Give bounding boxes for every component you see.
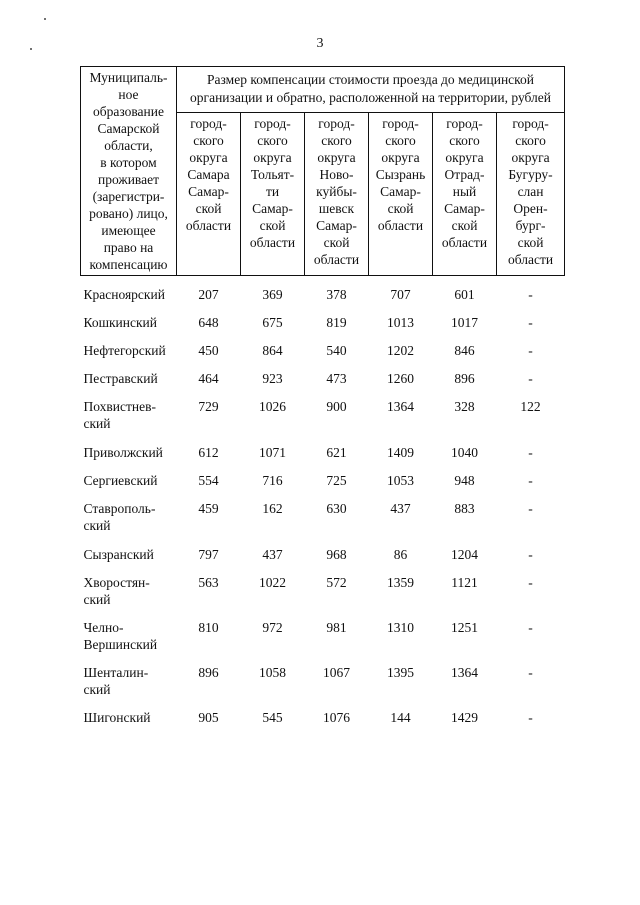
cell-value: 846 <box>454 343 475 358</box>
column-header-syzran: город- ского округа Сызрань Самар- ской области <box>369 113 433 276</box>
cell-value: 1359 <box>387 575 414 590</box>
cell-value: 716 <box>262 473 283 488</box>
cell-value: 883 <box>454 501 475 516</box>
region-name: Кошкинский <box>83 315 157 330</box>
table-row <box>81 574 565 608</box>
page-number: 3 <box>316 36 324 51</box>
table-header <box>81 67 565 276</box>
table-row <box>81 286 565 303</box>
row-spacer <box>81 698 565 709</box>
row-spacer <box>81 461 565 472</box>
cell-value: 437 <box>262 547 283 562</box>
cell-value: 1071 <box>259 445 286 460</box>
table-row <box>81 500 565 534</box>
column-header-buguruslan: город- ского округа Бугуру- слан Орен- бург- ской области <box>497 113 565 276</box>
cell-value: 981 <box>326 620 347 635</box>
compensation-table <box>80 66 565 726</box>
municipality-column-header: Муниципаль- ное образование Самарской области, в котором проживает (зарегистри- ровано) лицо, имеющее право на компенсацию <box>81 67 177 276</box>
cell-value: - <box>528 620 533 635</box>
cell-value: 1409 <box>387 445 414 460</box>
cell-value: 896 <box>198 665 219 680</box>
region-name: Сергиевский <box>83 473 158 488</box>
cell-value: 1053 <box>387 473 414 488</box>
cell-value: 630 <box>326 501 347 516</box>
cell-value: 621 <box>326 445 347 460</box>
cell-value: 86 <box>393 547 408 562</box>
row-spacer <box>81 563 565 574</box>
scan-speck <box>44 18 46 20</box>
table-row <box>81 709 565 726</box>
region-name: Сызранский <box>83 547 154 562</box>
cell-value: 540 <box>326 343 347 358</box>
cell-value: 378 <box>326 287 347 302</box>
row-spacer <box>81 359 565 370</box>
cell-value: - <box>528 575 533 590</box>
cell-value: 1026 <box>259 399 286 414</box>
cell-value: 900 <box>326 399 347 414</box>
cell-value: 369 <box>262 287 283 302</box>
cell-value: 1121 <box>451 575 478 590</box>
cell-value: 725 <box>326 473 347 488</box>
cell-value: 464 <box>198 371 219 386</box>
cell-value: - <box>528 473 533 488</box>
column-header-samara: город- ского округа Самара Самар- ской области <box>177 113 241 276</box>
cell-value: 1364 <box>451 665 478 680</box>
column-header-otradny: город- ского округа Отрад- ный Самар- ской области <box>433 113 497 276</box>
cell-value: 572 <box>326 575 347 590</box>
region-name: Челно- Вершинский <box>83 620 158 652</box>
cell-value: - <box>528 371 533 386</box>
cell-value: 437 <box>390 501 411 516</box>
cell-value: 122 <box>520 399 541 414</box>
row-spacer <box>81 387 565 398</box>
cell-value: 1310 <box>387 620 414 635</box>
cell-value: 459 <box>198 501 219 516</box>
table-row <box>81 472 565 489</box>
cell-value: 1022 <box>259 575 286 590</box>
region-name: Приволжский <box>83 445 163 460</box>
region-name: Шенталин- ский <box>83 665 149 697</box>
cell-value: - <box>528 445 533 460</box>
cell-value: - <box>528 710 533 725</box>
region-name: Шигонский <box>83 710 151 725</box>
region-name: Пестравский <box>83 371 158 386</box>
cell-value: 1204 <box>451 547 478 562</box>
row-spacer <box>81 276 565 287</box>
cell-value: 797 <box>198 547 219 562</box>
region-name: Похвистнев- ский <box>83 399 156 431</box>
cell-value: - <box>528 315 533 330</box>
cell-value: - <box>528 501 533 516</box>
cell-value: 473 <box>326 371 347 386</box>
cell-value: 1067 <box>323 665 350 680</box>
region-name: Красноярский <box>83 287 165 302</box>
table-row <box>81 342 565 359</box>
cell-value: 450 <box>198 343 219 358</box>
cell-value: 545 <box>262 710 283 725</box>
cell-value: 1395 <box>387 665 414 680</box>
cell-value: 612 <box>198 445 219 460</box>
cell-value: 601 <box>454 287 475 302</box>
cell-value: 972 <box>262 620 283 635</box>
cell-value: 948 <box>454 473 475 488</box>
table-row <box>81 398 565 432</box>
row-spacer <box>81 303 565 314</box>
cell-value: 1260 <box>387 371 414 386</box>
cell-value: 207 <box>198 287 219 302</box>
cell-value: 819 <box>326 315 347 330</box>
cell-value: 1429 <box>451 710 478 725</box>
row-spacer <box>81 534 565 546</box>
cell-value: 864 <box>262 343 283 358</box>
cell-value: - <box>528 287 533 302</box>
cell-value: - <box>528 343 533 358</box>
row-spacer <box>81 489 565 500</box>
cell-value: 1040 <box>451 445 478 460</box>
column-header-tolyatti: город- ского округа Тольят- ти Самар- ской области <box>241 113 305 276</box>
cell-value: 648 <box>198 315 219 330</box>
cell-value: 1202 <box>387 343 414 358</box>
row-spacer <box>81 432 565 444</box>
cell-value: - <box>528 547 533 562</box>
region-name: Хворостян- ский <box>83 575 150 607</box>
cell-value: 162 <box>262 501 283 516</box>
cell-value: 905 <box>198 710 219 725</box>
compensation-size-header: Размер компенсации стоимости проезда до медицинской организации и обратно, расположенной на территории, рублей <box>177 67 565 113</box>
cell-value: 1251 <box>451 620 478 635</box>
cell-value: 707 <box>390 287 411 302</box>
row-spacer <box>81 331 565 342</box>
cell-value: 1017 <box>451 315 478 330</box>
cell-value: 923 <box>262 371 283 386</box>
cell-value: 144 <box>390 710 411 725</box>
cell-value: 1076 <box>323 710 350 725</box>
table-row <box>81 546 565 563</box>
cell-value: 729 <box>198 399 219 414</box>
table-row <box>81 444 565 461</box>
cell-value: 1058 <box>259 665 286 680</box>
cell-value: 1013 <box>387 315 414 330</box>
column-header-novokuybyshevsk: город- ского округа Ново- куйбы- шевск Самар- ской области <box>305 113 369 276</box>
cell-value: 554 <box>198 473 219 488</box>
table-row <box>81 664 565 698</box>
cell-value: 810 <box>198 620 219 635</box>
cell-value: 563 <box>198 575 219 590</box>
table-row <box>81 619 565 653</box>
cell-value: 328 <box>454 399 475 414</box>
table-row <box>81 314 565 331</box>
row-spacer <box>81 608 565 619</box>
region-name: Нефтегорский <box>83 343 166 358</box>
row-spacer <box>81 653 565 664</box>
table-body <box>81 276 565 727</box>
cell-value: 1364 <box>387 399 414 414</box>
cell-value: - <box>528 665 533 680</box>
table-row <box>81 370 565 387</box>
cell-value: 896 <box>454 371 475 386</box>
region-name: Ставрополь- ский <box>83 501 156 533</box>
cell-value: 968 <box>326 547 347 562</box>
cell-value: 675 <box>262 315 283 330</box>
